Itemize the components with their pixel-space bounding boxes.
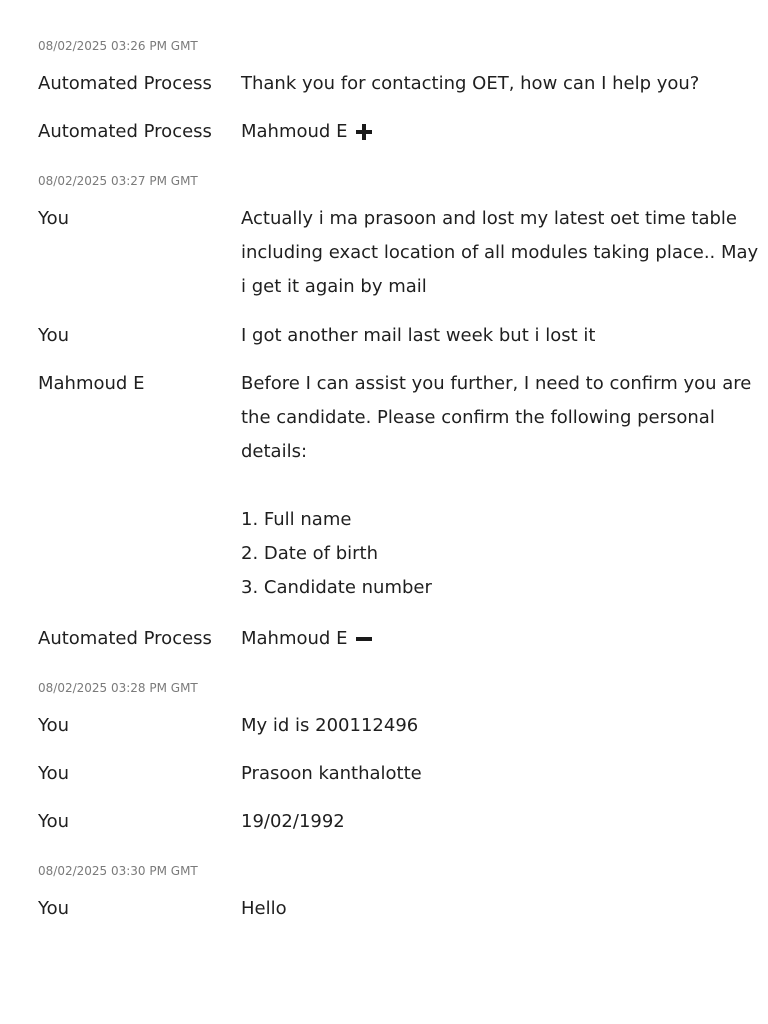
sender-automated-process: Automated Process bbox=[38, 73, 212, 94]
message-text: Before I can assist you further, I need to confirm you are bbox=[241, 373, 752, 394]
blank-line bbox=[241, 469, 731, 503]
sender-automated-process: Automated Process bbox=[38, 121, 212, 142]
sender-you: You bbox=[38, 898, 70, 919]
list-item: 2. Date of birth bbox=[241, 543, 379, 564]
message-full-name bbox=[241, 762, 731, 786]
message-text: 19/02/1992 bbox=[241, 811, 345, 832]
timestamp: 08/02/2025 03:28 PM GMT bbox=[38, 681, 198, 695]
agent-name: Mahmoud E bbox=[241, 121, 348, 142]
sender-you: You bbox=[38, 763, 70, 784]
message-text: Hello bbox=[241, 898, 287, 919]
message-text: i get it again by mail bbox=[241, 276, 427, 297]
message-agent-joined bbox=[241, 120, 731, 144]
message-verification-request bbox=[241, 367, 752, 605]
timestamp: 08/02/2025 03:26 PM GMT bbox=[38, 39, 198, 53]
message-text: I got another mail last week but i lost it bbox=[241, 325, 596, 346]
message-greeting bbox=[241, 72, 731, 96]
plus-icon[interactable] bbox=[356, 124, 372, 140]
message-text: My id is 200112496 bbox=[241, 715, 419, 736]
sender-automated-process: Automated Process bbox=[38, 628, 212, 649]
timestamp: 08/02/2025 03:30 PM GMT bbox=[38, 864, 198, 878]
message-text: including exact location of all modules taking place.. May bbox=[241, 242, 759, 263]
message-agent-left bbox=[241, 627, 731, 651]
agent-expand-toggle[interactable] bbox=[241, 120, 372, 144]
sender-you: You bbox=[38, 208, 70, 229]
message-text: details: bbox=[241, 441, 308, 462]
agent-name: Mahmoud E bbox=[241, 628, 348, 649]
message-request-timetable bbox=[241, 202, 759, 304]
agent-collapse-toggle[interactable] bbox=[241, 627, 372, 651]
sender-you: You bbox=[38, 811, 70, 832]
sender-you: You bbox=[38, 715, 70, 736]
sender-you: You bbox=[38, 325, 70, 346]
message-lost-mail bbox=[241, 324, 731, 348]
message-text: Actually i ma prasoon and lost my latest oet time table bbox=[241, 208, 737, 229]
list-item: 1. Full name bbox=[241, 509, 352, 530]
timestamp: 08/02/2025 03:27 PM GMT bbox=[38, 174, 198, 188]
sender-agent: Mahmoud E bbox=[38, 373, 145, 394]
list-item: 3. Candidate number bbox=[241, 577, 432, 598]
message-text: the candidate. Please confirm the following personal bbox=[241, 407, 715, 428]
message-candidate-id bbox=[241, 714, 731, 738]
message-text: Thank you for contacting OET, how can I help you? bbox=[241, 73, 700, 94]
message-hello bbox=[241, 897, 731, 921]
message-text: Prasoon kanthalotte bbox=[241, 763, 422, 784]
message-date-of-birth bbox=[241, 810, 731, 834]
minus-icon[interactable] bbox=[356, 631, 372, 647]
